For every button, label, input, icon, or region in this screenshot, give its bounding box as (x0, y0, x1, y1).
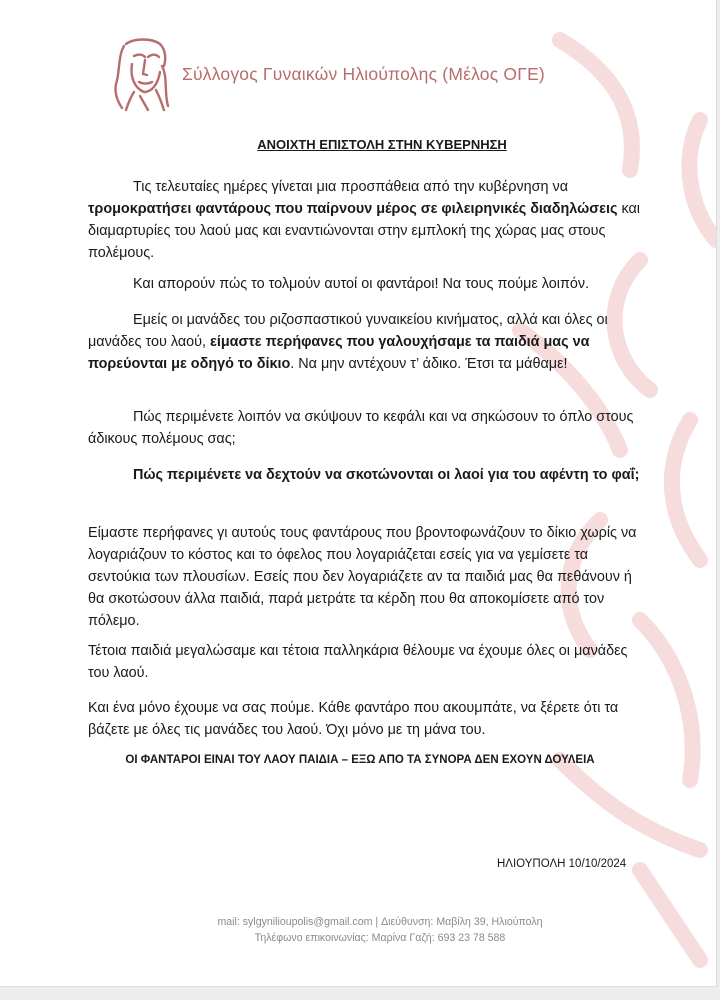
woman-portrait-icon (112, 36, 174, 112)
paragraph-1-bold: τρομοκρατήσει φαντάρους που παίρνουν μέρος σε φιλειρηνικές διαδηλώσεις (88, 201, 618, 217)
paragraph-3-text-c: . Να μην αντέχουν τ’ άδικο. Έτσι τα μάθαμε! (290, 356, 568, 372)
paragraph-1-text-c: και διαμαρτυρίες του λαού μας και εναντιώνονται στην εμπλοκή της χώρας μας στους πολέμους. (88, 201, 640, 261)
footer-phone-line: Τηλέφωνο επικοινωνίας: Μαρίνα Γαζή: 693 23 78 588 (254, 932, 506, 944)
footer-contact-line: mail: sylgynilioupolis@gmail.com | Διεύθυνση: Μαβίλη 39, Ηλιούπολη (217, 916, 543, 928)
paragraph-1 (88, 176, 648, 264)
paragraph-4: Πώς περιμένετε λοιπόν να σκύψουν το κεφάλι και να σηκώσουν το όπλο στους άδικους πολέμους σας; (88, 409, 634, 447)
paragraph-3 (88, 309, 648, 375)
contact-footer (0, 914, 717, 946)
paragraph-2: Και απορούν πώς το τολμούν αυτοί οι φαντάροι! Να τους πούμε λοιπόν. (133, 276, 590, 292)
paragraph-7: Τέτοια παιδιά μεγαλώσαμε και τέτοια παλληκάρια θέλουμε να έχουμε όλες οι μανάδες του λαού. (88, 643, 628, 681)
paragraph-3-bold: είμαστε περήφανες που γαλουχήσαμε τα παιδιά μας να πορεύονται με οδηγό το δίκιο (88, 334, 590, 372)
paragraph-6: Είμαστε περήφανες γι αυτούς τους φαντάρους που βροντοφωνάζουν το δίκιο χωρίς να λογαριάζουν το κόστος και το όφελος που λογαριάζεται εσείς για να γεμίσετε τα σεντούκια των πλουσίων. Εσείς που δεν λογαριάζετε αν τα παιδιά μας θα πεθάνουν ή θα σκοτώσουν άλλα παιδιά, παρά μετράτε τα κέρδη που θα αποκομίσετε από τον πόλεμο. (88, 525, 637, 629)
paragraph-1-text-a: Τις τελευταίες ημέρες γίνεται μια προσπάθεια από την κυβέρνηση να (133, 179, 569, 195)
paragraph-8: Και ένα μόνο έχουμε να σας πούμε. Κάθε φαντάρο που ακουμπάτε, να ξέρετε ότι τα βάζετε με όλες τις μανάδες του λαού. Όχι μόνο με τη μάνα του. (88, 700, 619, 738)
paragraph-5 (88, 464, 648, 486)
place-date: ΗΛΙΟΥΠΟΛΗ 10/10/2024 (497, 858, 627, 870)
closing-slogan: ΟΙ ΦΑΝΤΑΡΟΙ ΕΙΝΑΙ ΤΟΥ ΛΑΟΥ ΠΑΙΔΙΑ – ΕΞΩ ΑΠΟ ΤΑ ΣΥΝΟΡΑ ΔΕΝ ΕΧΟΥΝ ΔΟΥΛΕΙΑ (125, 754, 595, 766)
paragraph-5-bold: Πώς περιμένετε να δεχτούν να σκοτώνονται οι λαοί για του αφέντη το φαΐ; (133, 467, 640, 483)
letter-title: ΑΝΟΙΧΤΗ ΕΠΙΣΤΟΛΗ ΣΤΗΝ ΚΥΒΕΡΝΗΣΗ (257, 137, 507, 152)
organization-name: Σύλλογος Γυναικών Ηλιούπολης (Μέλος ΟΓΕ) (182, 64, 545, 84)
paragraph-3-text-a: Εμείς οι μανάδες του ριζοσπαστικού γυναικείου κινήματος, αλλά και όλες οι μανάδες του λαού, (88, 312, 608, 350)
